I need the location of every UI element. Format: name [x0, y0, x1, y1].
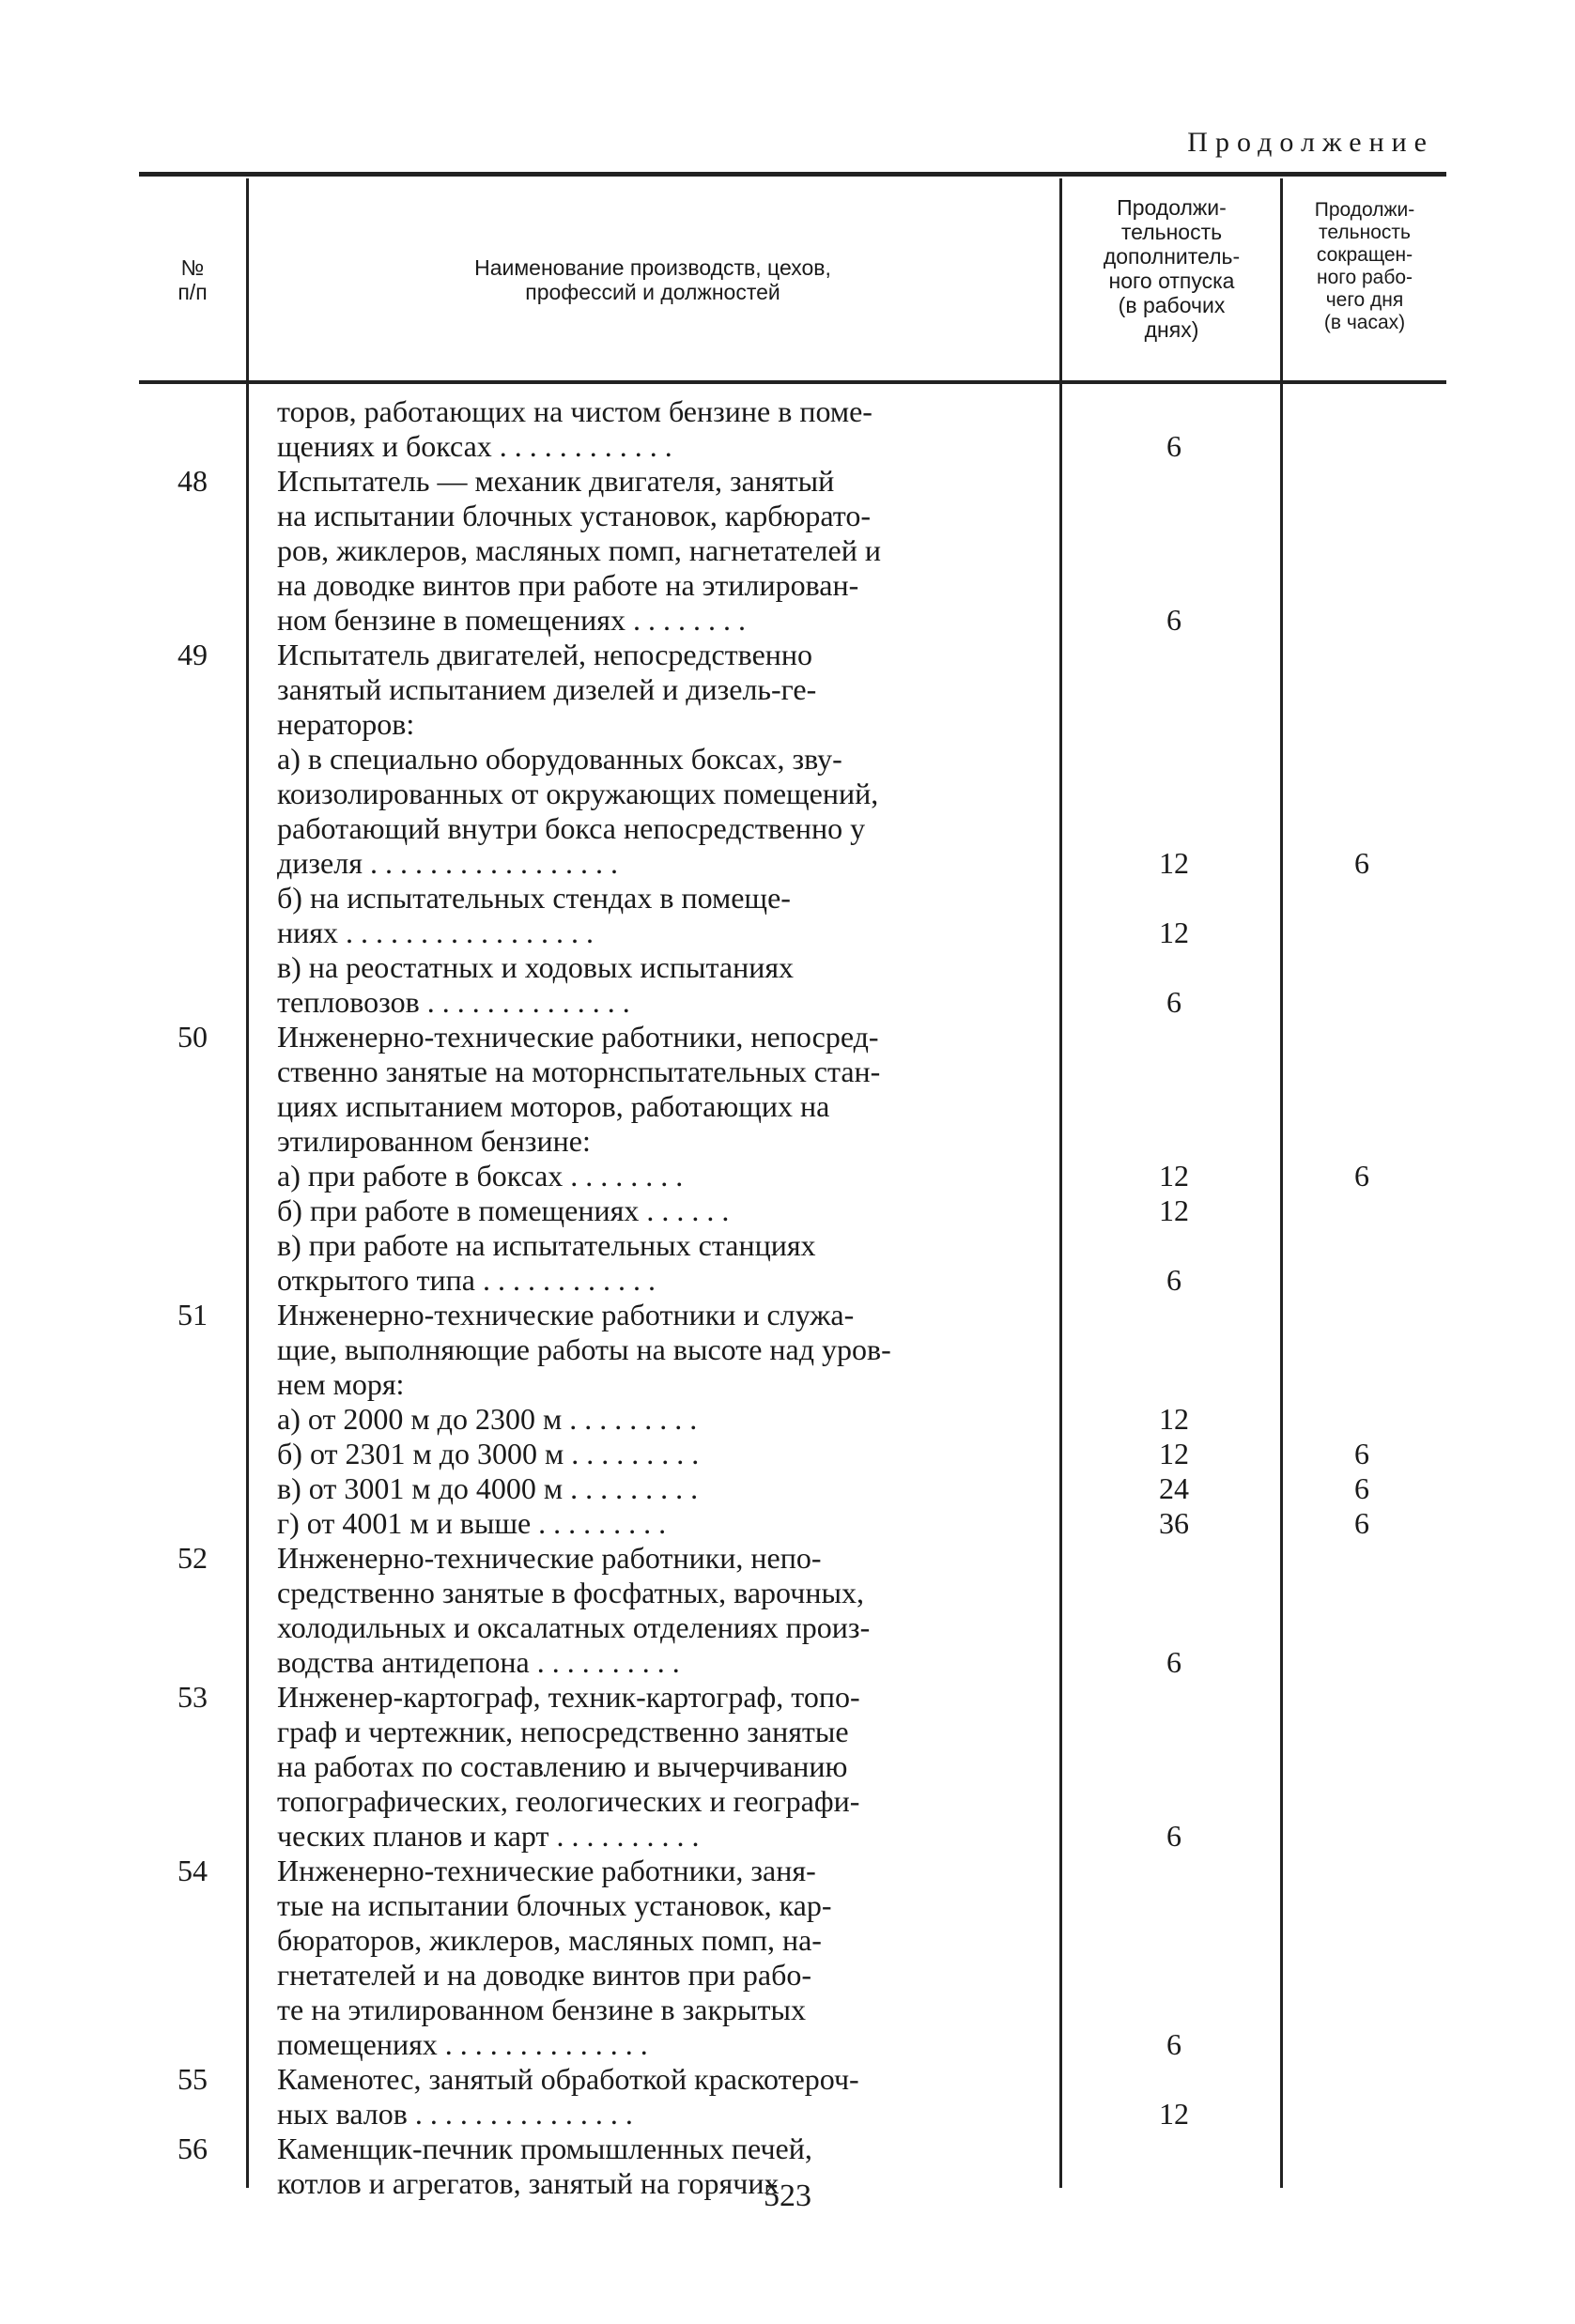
short-day-hours-value: 6: [1354, 1437, 1369, 1470]
short-day-hours-value: 6: [1354, 1471, 1369, 1505]
row-description: [277, 1541, 1057, 1680]
table-row: [0, 1159, 1575, 1193]
description-line: в) при работе на испытательных станциях: [277, 1228, 816, 1262]
row-number: 50: [178, 1020, 208, 1054]
row-description: [277, 1506, 1057, 1541]
description-line: ров, жиклеров, масляных помп, нагнетателей и: [277, 533, 881, 567]
description-line: котлов и агрегатов, занятый на горячих: [277, 2166, 780, 2200]
leave-days-value: 6: [1166, 985, 1181, 1019]
leave-days-value: 6: [1166, 2027, 1181, 2061]
description-line: нем моря:: [277, 1367, 405, 1401]
row-description: [277, 1159, 1057, 1193]
description-line: Инженер-картограф, техник-картограф, топо-: [277, 1680, 860, 1714]
description-line: топографических, геологических и географи-: [277, 1784, 860, 1818]
table-row: [0, 2062, 1575, 2132]
table-row: [0, 1437, 1575, 1471]
description-line: Инженерно-технические работники, непо-: [277, 1541, 822, 1575]
row-description: [277, 464, 1057, 638]
table-row: [0, 1541, 1575, 1680]
row-description: [277, 1437, 1057, 1471]
row-description: [277, 2062, 1057, 2132]
description-line: водства антидепона . . . . . . . . . .: [277, 1645, 680, 1679]
header-num: № п/п: [178, 255, 208, 304]
continuation-label: Продолжение: [1187, 127, 1434, 158]
description-line: бюраторов, жиклеров, масляных помп, на-: [277, 1923, 822, 1957]
description-line: г) от 4001 м и выше . . . . . . . . .: [277, 1506, 667, 1540]
description-line: Инженерно-технические работники, заня-: [277, 1854, 816, 1887]
row-number: 52: [178, 1541, 208, 1575]
description-line: ных валов . . . . . . . . . . . . . . .: [277, 2097, 633, 2131]
description-line: а) при работе в боксах . . . . . . . .: [277, 1159, 684, 1193]
description-line: помещениях . . . . . . . . . . . . . .: [277, 2027, 648, 2061]
description-line: а) в специально оборудованных боксах, зву-: [277, 742, 842, 776]
row-description: [277, 1680, 1057, 1854]
description-line: б) на испытательных стендах в помеще-: [277, 881, 791, 915]
description-line: в) на реостатных и ходовых испытаниях: [277, 950, 795, 984]
description-line: циях испытанием моторов, работающих на: [277, 1089, 830, 1123]
description-line: а) от 2000 м до 2300 м . . . . . . . . .: [277, 1402, 698, 1436]
description-line: б) от 2301 м до 3000 м . . . . . . . . .: [277, 1437, 700, 1470]
table-row: [0, 881, 1575, 950]
leave-days-value: 12: [1159, 2097, 1189, 2131]
leave-days-value: 12: [1159, 1159, 1189, 1193]
table-row: [0, 1506, 1575, 1541]
row-description: [277, 1402, 1057, 1437]
description-line: Испытатель — механик двигателя, занятый: [277, 464, 835, 498]
description-line: Каменотес, занятый обработкой краскотероч-: [277, 2062, 859, 2096]
description-line: холодильных и оксалатных отделениях произ-: [277, 1610, 871, 1644]
table-row: [0, 1402, 1575, 1437]
description-line: б) при работе в помещениях . . . . . .: [277, 1193, 730, 1227]
short-day-hours-value: 6: [1354, 1159, 1369, 1193]
description-line: щие, выполняющие работы на высоте над уров-: [277, 1332, 891, 1366]
description-line: ном бензине в помещениях . . . . . . . .: [277, 603, 746, 637]
table-row: [0, 464, 1575, 638]
description-line: гнетателей и на доводке винтов при рабо-: [277, 1958, 812, 1992]
row-description: [277, 1228, 1057, 1298]
row-description: [277, 1854, 1057, 2062]
table-row: [0, 1298, 1575, 1402]
leave-days-value: 6: [1166, 1819, 1181, 1853]
description-line: открытого типа . . . . . . . . . . . .: [277, 1263, 656, 1297]
row-number: 56: [178, 2132, 208, 2165]
description-line: торов, работающих на чистом бензине в поме-: [277, 394, 872, 428]
row-description: [277, 1020, 1057, 1159]
description-line: коизолированных от окружающих помещений,: [277, 777, 879, 810]
leave-days-value: 12: [1159, 846, 1189, 880]
row-description: [277, 1298, 1057, 1402]
description-line: Каменщик-печник промышленных печей,: [277, 2132, 812, 2165]
description-line: в) от 3001 м до 4000 м . . . . . . . . .: [277, 1471, 699, 1505]
row-description: [277, 1471, 1057, 1506]
leave-days-value: 6: [1166, 429, 1181, 463]
description-line: ниях . . . . . . . . . . . . . . . . .: [277, 916, 594, 949]
header-leave: Продолжи- тельность дополнитель- ного отпуска (в рабочих днях): [1103, 195, 1241, 342]
table-row: [0, 1854, 1575, 2062]
row-number: 48: [178, 464, 208, 498]
description-line: дизеля . . . . . . . . . . . . . . . . .: [277, 846, 618, 880]
table-row: [0, 1228, 1575, 1298]
description-line: нераторов:: [277, 707, 415, 741]
row-description: [277, 742, 1057, 881]
table-row: [0, 394, 1575, 464]
description-line: занятый испытанием дизелей и дизель-ге-: [277, 672, 817, 706]
short-day-hours-value: 6: [1354, 1506, 1369, 1540]
leave-days-value: 12: [1159, 1437, 1189, 1470]
table-row: [0, 1471, 1575, 1506]
row-number: 53: [178, 1680, 208, 1714]
leave-days-value: 6: [1166, 1645, 1181, 1679]
leave-days-value: 12: [1159, 916, 1189, 949]
header-name: Наименование производств, цехов, профессий и должностей: [474, 255, 831, 304]
description-line: на работах по составлению и вычерчиванию: [277, 1749, 848, 1783]
table-row: [0, 1193, 1575, 1228]
row-description: [277, 950, 1057, 1020]
description-line: щениях и боксах . . . . . . . . . . . .: [277, 429, 672, 463]
row-description: [277, 638, 1057, 742]
description-line: работающий внутри бокса непосредственно у: [277, 811, 866, 845]
row-description: [277, 881, 1057, 950]
description-line: на испытании блочных установок, карбюрато-: [277, 499, 871, 532]
leave-days-value: 24: [1159, 1471, 1189, 1505]
description-line: Испытатель двигателей, непосредственно: [277, 638, 813, 671]
table-row: [0, 950, 1575, 1020]
description-line: тепловозов . . . . . . . . . . . . . .: [277, 985, 630, 1019]
row-number: 54: [178, 1854, 208, 1887]
leave-days-value: 36: [1159, 1506, 1189, 1540]
page-number: 523: [764, 2178, 811, 2213]
description-line: те на этилированном бензине в закрытых: [277, 1993, 806, 2026]
short-day-hours-value: 6: [1354, 846, 1369, 880]
leave-days-value: 6: [1166, 603, 1181, 637]
table-row: [0, 638, 1575, 742]
row-number: 51: [178, 1298, 208, 1331]
table-header-rule: [139, 380, 1446, 384]
leave-days-value: 12: [1159, 1193, 1189, 1227]
leave-days-value: 6: [1166, 1263, 1181, 1297]
table-top-rule: [139, 172, 1446, 177]
description-line: на доводке винтов при работе на этилирован-: [277, 568, 859, 602]
leave-days-value: 12: [1159, 1402, 1189, 1436]
table-row: [0, 742, 1575, 881]
description-line: этилированном бензине:: [277, 1124, 591, 1158]
row-number: 49: [178, 638, 208, 671]
description-line: ственно занятые на моторнспытательных стан-: [277, 1054, 881, 1088]
description-line: Инженерно-технические работники, непосред-: [277, 1020, 879, 1054]
description-line: ческих планов и карт . . . . . . . . . .: [277, 1819, 700, 1853]
description-line: граф и чертежник, непосредственно занятые: [277, 1715, 849, 1748]
row-description: [277, 394, 1057, 464]
description-line: средственно занятые в фосфатных, варочных,: [277, 1576, 864, 1609]
header-short: Продолжи- тельность сокращен- ного рабо- чего дня (в часах): [1314, 199, 1415, 333]
description-line: тые на испытании блочных установок, кар-: [277, 1888, 832, 1922]
table-row: [0, 1020, 1575, 1159]
row-description: [277, 1193, 1057, 1228]
table-row: [0, 1680, 1575, 1854]
description-line: Инженерно-технические работники и служа-: [277, 1298, 855, 1331]
row-number: 55: [178, 2062, 208, 2096]
